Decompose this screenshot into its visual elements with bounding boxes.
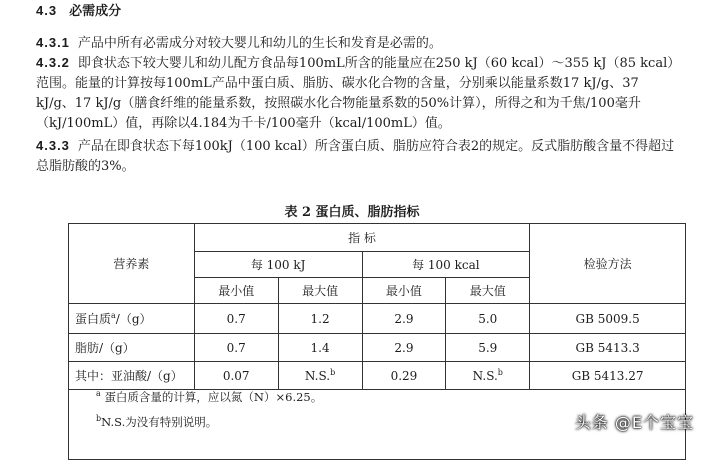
row-nutrient-name: 其中：亚油酸/（g） bbox=[69, 362, 195, 390]
section-number: 4.3 bbox=[36, 3, 58, 18]
header-min: 最小值 bbox=[194, 278, 278, 304]
table-caption: 表 2 蛋白质、脂肪指标 bbox=[284, 205, 420, 220]
header-max: 最大值 bbox=[278, 278, 362, 304]
cell-kj-max: N.S.$^b$ bbox=[278, 362, 362, 390]
watermark: 头条 @E个宝宝 bbox=[574, 413, 694, 432]
header-nutrient: 营养素 bbox=[69, 224, 195, 304]
header-per-100-kcal: 每 100 kcal bbox=[362, 252, 530, 278]
paragraph-text: 即食状态下较大婴儿和幼儿配方食品每100mL所含的能量应在250 kJ（60 kcal）～355 kJ（85 kcal）范围。能量的计算按每100mL产品中蛋白质、脂肪、碳水化合物的含量，分别乘以能量系数17 kJ/g、37 kJ/g、17 kJ/g（膳食纤维的能量系数，按照碳水化合物能量系数的50%计算），所得之和为千焦/100毫升（kJ/100mL）值，再除以4.184为千卡/100毫升（kcal/100mL）值。 bbox=[36, 56, 674, 131]
paragraph-text: 产品中所有必需成分对较大婴儿和幼儿的生长和发育是必需的。 bbox=[77, 36, 442, 51]
cell-kj-min: 0.07 bbox=[194, 362, 278, 390]
header-method: 检验方法 bbox=[530, 224, 686, 304]
table-row bbox=[69, 362, 686, 390]
cell-kj-max: 1.2 bbox=[278, 304, 362, 334]
cell-kcal-min: 0.29 bbox=[362, 362, 446, 390]
row-nutrient-name: 蛋白质$^a$/（g） bbox=[69, 304, 195, 334]
cell-kj-min: 0.7 bbox=[194, 334, 278, 362]
cell-kj-max: 1.4 bbox=[278, 334, 362, 362]
footnote-b: $^b$N.S.为没有特别说明。 bbox=[96, 414, 218, 429]
cell-kj-min: 0.7 bbox=[194, 304, 278, 334]
section-heading bbox=[36, 1, 676, 22]
cell-kcal-min: 2.9 bbox=[362, 334, 446, 362]
paragraph-4-3-1 bbox=[36, 33, 676, 54]
paragraph-number: 4.3.1 bbox=[36, 35, 70, 50]
cell-method: GB 5413.3 bbox=[530, 334, 686, 362]
cell-method: GB 5413.27 bbox=[530, 362, 686, 390]
header-min: 最小值 bbox=[362, 278, 446, 304]
table-row bbox=[69, 334, 686, 362]
row-nutrient-name: 脂肪/（g） bbox=[69, 334, 195, 362]
cell-method: GB 5009.5 bbox=[530, 304, 686, 334]
footnote-a: $^a$ 蛋白质含量的计算，应以氮（N）×6.25。 bbox=[96, 389, 323, 404]
header-max: 最大值 bbox=[446, 278, 530, 304]
paragraph-4-3-3 bbox=[36, 136, 676, 177]
header-indicator: 指 标 bbox=[194, 224, 529, 252]
header-per-100-kj: 每 100 kJ bbox=[194, 252, 362, 278]
paragraph-text: 产品在即食状态下每100kJ（100 kcal）所含蛋白质、脂肪应符合表2的规定。反式脂肪酸含量不得超过总脂肪酸的3%。 bbox=[36, 139, 675, 174]
paragraph-4-3-2 bbox=[36, 53, 676, 134]
table-row bbox=[69, 304, 686, 334]
cell-kcal-min: 2.9 bbox=[362, 304, 446, 334]
paragraph-number: 4.3.2 bbox=[36, 55, 70, 70]
cell-kcal-max: 5.0 bbox=[446, 304, 530, 334]
cell-kcal-max: N.S.$^b$ bbox=[446, 362, 530, 390]
cell-kcal-max: 5.9 bbox=[446, 334, 530, 362]
section-title: 必需成分 bbox=[69, 4, 122, 19]
paragraph-number: 4.3.3 bbox=[36, 138, 70, 153]
